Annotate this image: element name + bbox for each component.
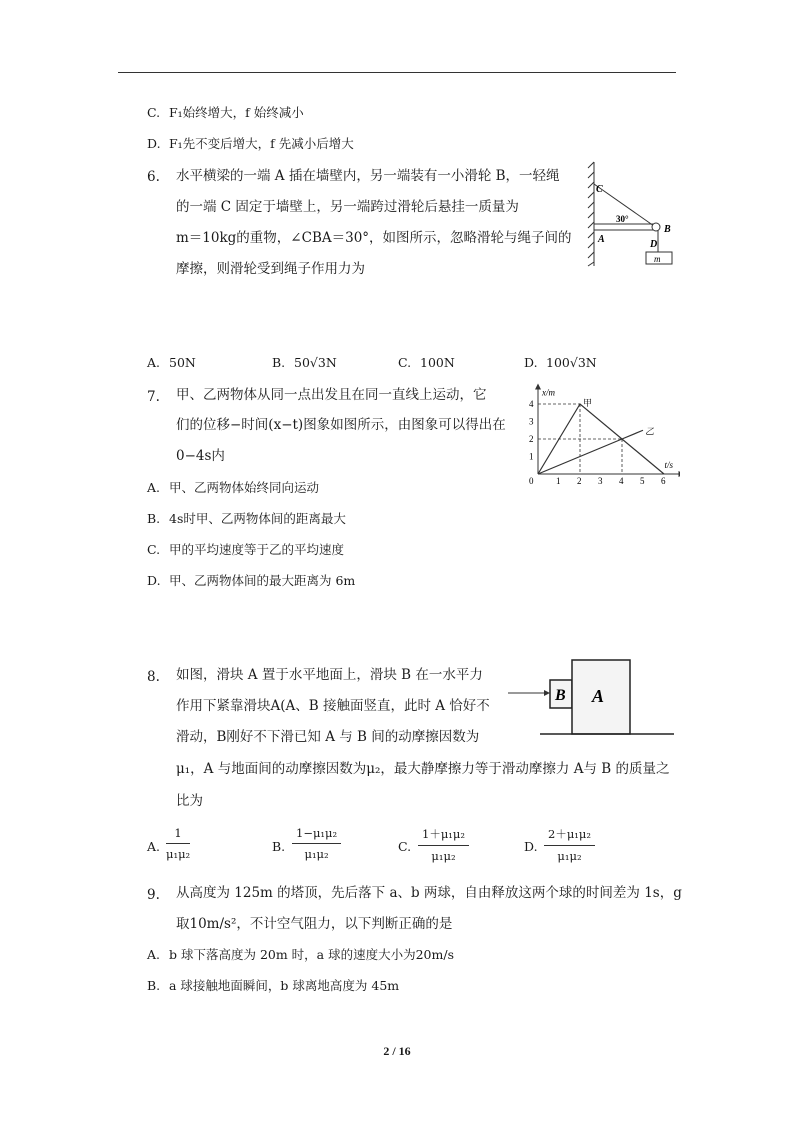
arrow-head <box>544 690 550 696</box>
q8-stem-line: 滑动，B刚好不下滑已知 A 与 B 间的动摩擦因数为 <box>176 729 480 745</box>
x-tick-label: 2 <box>577 476 582 486</box>
q6-stem-line: 摩擦，则滑轮受到绳子作用力为 <box>176 261 365 277</box>
x-axis-arrow <box>679 471 681 477</box>
beam <box>594 224 654 230</box>
q8-stem-line: μ₁，A 与地面间的动摩擦因数为μ₂，最大静摩擦力等于滑动摩擦力 A与 B 的质量之 <box>176 761 670 777</box>
series-label-jia: 甲 <box>583 398 593 408</box>
q8-option-b-fraction: 1−μ₁μ₂ μ₁μ₂ <box>292 826 341 861</box>
x-tick-label: 0 <box>529 476 534 486</box>
q8-option-b-label: B. <box>272 839 286 854</box>
q9-stem-line: 取10m/s²，不计空气阻力，以下判断正确的是 <box>176 916 453 932</box>
label-a: A <box>592 686 605 706</box>
q8-number: 8. <box>147 669 160 685</box>
q6-option-c: C. 100N <box>398 355 455 370</box>
q5-option-d: D. F₁先不变后增大，f 先减小后增大 <box>147 136 354 151</box>
q7-xt-chart <box>520 372 680 488</box>
q6-stem-line: 水平横梁的一端 A 插在墙壁内，另一端装有一小滑轮 B，一轻绳 <box>176 168 560 184</box>
q6-option-a: A. 50N <box>147 355 196 370</box>
header-rule <box>118 72 676 73</box>
q6-stem-line: 的一端 C 固定于墙壁上，另一端跨过滑轮后悬挂一质量为 <box>176 199 519 215</box>
q6-option-d: D. 100√3N <box>524 355 597 370</box>
label-m: m <box>654 254 661 264</box>
q8-stem-line: 作用下紧靠滑块A(A、B 接触面竖直，此时 A 恰好不 <box>176 698 490 714</box>
q8-option-d-fraction: 2＋μ₁μ₂ μ₁μ₂ <box>544 826 595 863</box>
q9-stem-line: 从高度为 125m 的塔顶，先后落下 a、b 两球，自由释放这两个球的时间差为 1s，g <box>176 885 682 901</box>
x-axis-label: t/s <box>664 460 674 470</box>
q8-option-d-label: D. <box>524 839 538 854</box>
q7-number: 7. <box>147 389 160 405</box>
q8-block-figure <box>504 656 676 740</box>
q8-option-c-label: C. <box>398 839 412 854</box>
y-axis-label: x/m <box>542 387 555 398</box>
label-b: B <box>555 687 566 704</box>
label-c: C <box>596 184 603 195</box>
series-label-yi: 乙 <box>645 426 655 437</box>
q7-option-d: D. 甲、乙两物体间的最大距离为 6m <box>147 573 356 588</box>
q6-option-b: B. 50√3N <box>272 355 337 370</box>
x-tick-label: 5 <box>640 476 645 486</box>
label-angle: 30° <box>616 214 629 224</box>
chart-ticks <box>529 399 666 486</box>
x-tick-label: 1 <box>556 476 561 486</box>
q8-option-a-label: A. <box>147 839 161 854</box>
q9-number: 9. <box>147 887 160 903</box>
x-tick-label: 6 <box>661 476 666 486</box>
label-b: B <box>664 224 671 235</box>
y-tick-label: 2 <box>529 434 534 444</box>
pulley <box>652 223 660 231</box>
q7-option-a: A. 甲、乙两物体始终同向运动 <box>147 480 320 495</box>
y-tick-label: 1 <box>529 451 534 462</box>
y-axis-arrow <box>535 384 541 390</box>
q6-stem-line: m＝10kg的重物，∠CBA＝30°，如图所示，忽略滑轮与绳子间的 <box>176 230 572 246</box>
q5-option-c: C. F₁始终增大，f 始终减小 <box>147 105 304 120</box>
q8-option-a-fraction: 1 μ₁μ₂ <box>166 826 191 861</box>
q9-option-a: A. b 球下落高度为 20m 时，a 球的速度大小为20m/s <box>147 947 454 962</box>
label-a: A <box>598 234 605 245</box>
q8-stem-line: 比为 <box>176 793 203 809</box>
y-tick-label: 4 <box>529 399 534 409</box>
series-line-1 <box>538 430 643 474</box>
wall-hatch <box>588 162 594 266</box>
chart-guides <box>538 404 622 474</box>
q9-option-b: B. a 球接触地面瞬间，b 球离地高度为 45m <box>147 978 400 993</box>
q7-stem-line: 们的位移−时间(x−t)图象如图所示，由图象可以得出在 <box>176 417 506 433</box>
q6-pulley-figure <box>584 158 684 270</box>
x-tick-label: 4 <box>619 476 624 486</box>
y-tick-label: 3 <box>529 416 534 427</box>
q7-option-b: B. 4s时甲、乙两物体间的距离最大 <box>147 511 346 526</box>
q8-option-c-fraction: 1＋μ₁μ₂ μ₁μ₂ <box>418 826 469 863</box>
chart-axes <box>535 384 680 478</box>
q7-stem-line: 0−4s内 <box>176 448 225 464</box>
page-number: 2 / 16 <box>383 1044 411 1058</box>
q7-option-c: C. 甲的平均速度等于乙的平均速度 <box>147 542 345 557</box>
q6-number: 6. <box>147 169 160 185</box>
label-d: D <box>650 239 658 250</box>
x-tick-label: 3 <box>598 476 603 486</box>
q8-stem-line: 如图，滑块 A 置于水平地面上，滑块 B 在一水平力 <box>176 667 483 683</box>
q7-stem-line: 甲、乙两物体从同一点出发且在同一直线上运动，它 <box>176 387 487 403</box>
